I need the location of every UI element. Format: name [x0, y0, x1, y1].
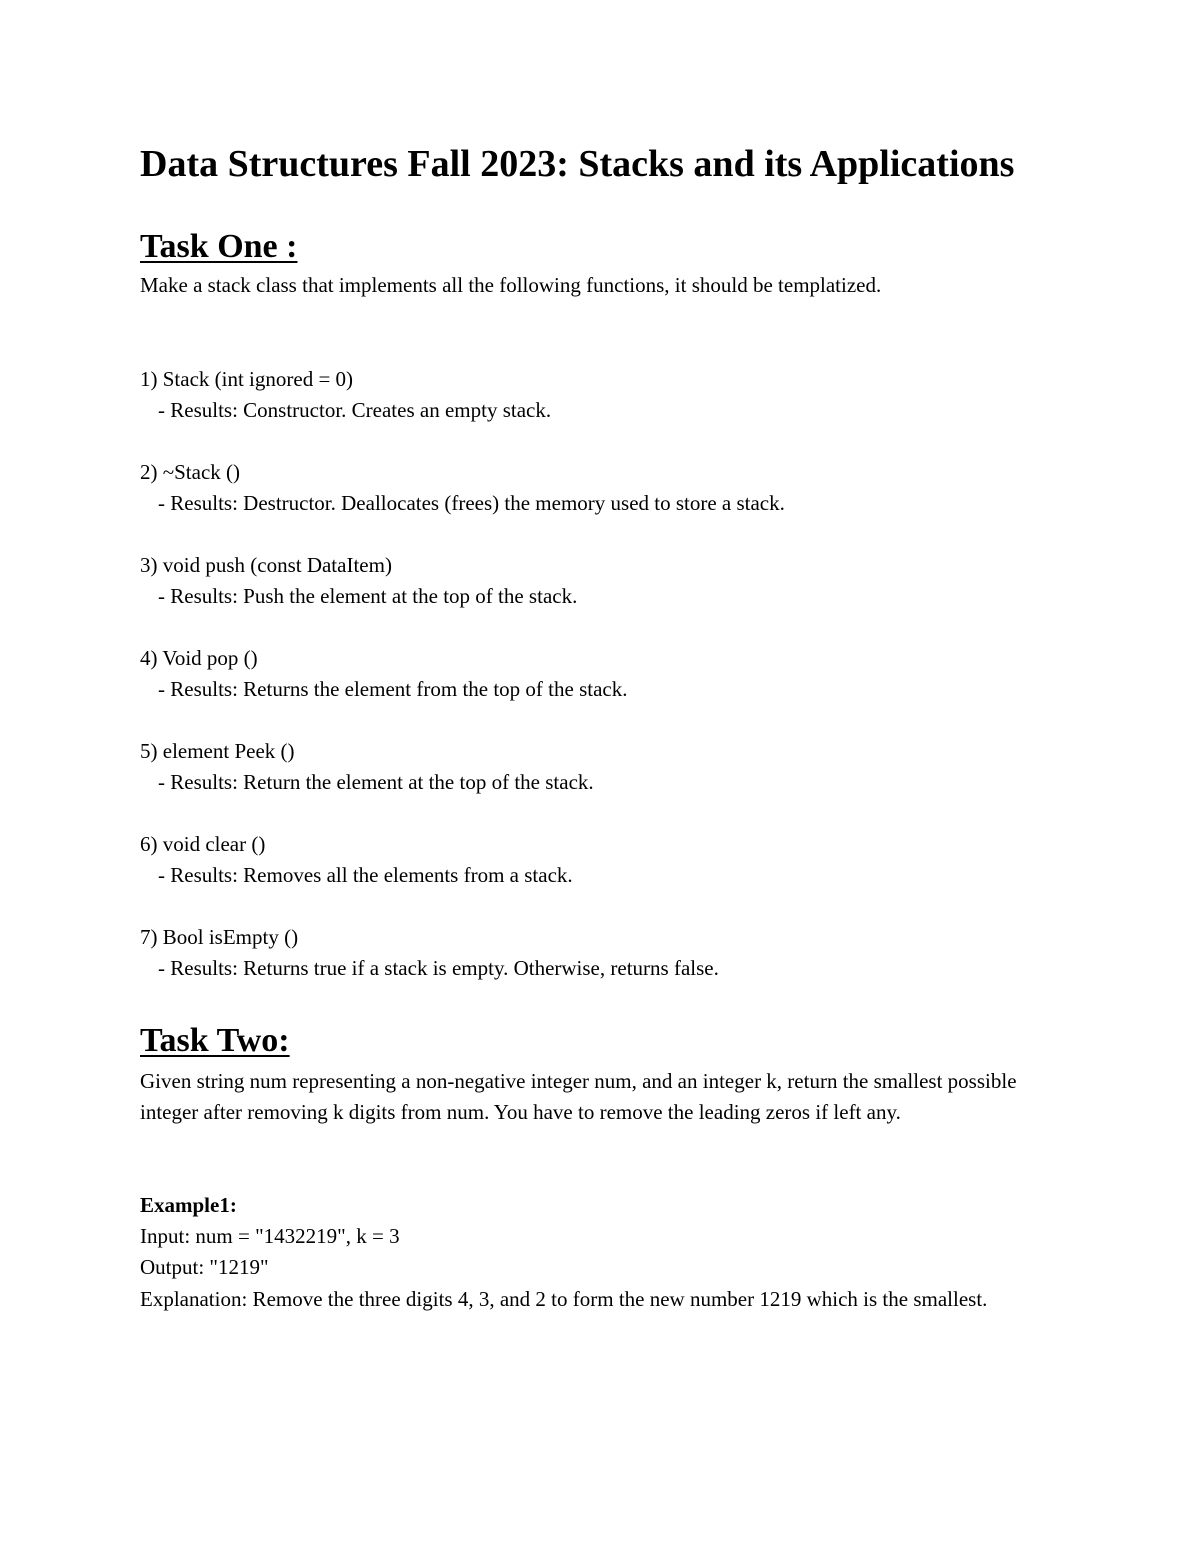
- task-one-intro: Make a stack class that implements all the following functions, it should be templatized.: [140, 273, 882, 297]
- function-6-result: - Results: Removes all the elements from a stack.: [158, 863, 573, 887]
- function-2-signature: 2) ~Stack (): [140, 460, 240, 484]
- function-4-signature: 4) Void pop (): [140, 646, 258, 670]
- example-label: Example1:: [140, 1193, 237, 1217]
- task-two-heading: Task Two:: [140, 1022, 290, 1059]
- task-one-heading: Task One :: [140, 228, 298, 265]
- function-1-signature: 1) Stack (int ignored = 0): [140, 367, 354, 391]
- function-6-signature: 6) void clear (): [140, 832, 266, 856]
- function-1-result: - Results: Constructor. Creates an empty stack.: [158, 398, 552, 422]
- function-3-signature: 3) void push (const DataItem): [140, 553, 392, 577]
- function-3-result: - Results: Push the element at the top of the stack.: [158, 584, 578, 608]
- function-7-signature: 7) Bool isEmpty (): [140, 925, 299, 949]
- task-two-description: Given string num representing a non-negative integer num, and an integer k, return the smallest possible integer after removing k digits from num. You have to remove the leading zeros if left any.: [140, 1069, 1017, 1124]
- function-5-signature: 5) element Peek (): [140, 739, 295, 763]
- function-7-result: - Results: Returns true if a stack is empty. Otherwise, returns false.: [158, 956, 719, 980]
- example-output: Output: "1219": [140, 1255, 269, 1279]
- example-explanation: Explanation: Remove the three digits 4, 3, and 2 to form the new number 1219 which is the smallest.: [140, 1287, 988, 1311]
- function-4-result: - Results: Returns the element from the top of the stack.: [158, 677, 628, 701]
- function-2-result: - Results: Destructor. Deallocates (frees) the memory used to store a stack.: [158, 491, 785, 515]
- document-title: Data Structures Fall 2023: Stacks and its Applications: [140, 143, 1015, 185]
- function-5-result: - Results: Return the element at the top of the stack.: [158, 770, 594, 794]
- example-input: Input: num = "1432219", k = 3: [140, 1224, 400, 1248]
